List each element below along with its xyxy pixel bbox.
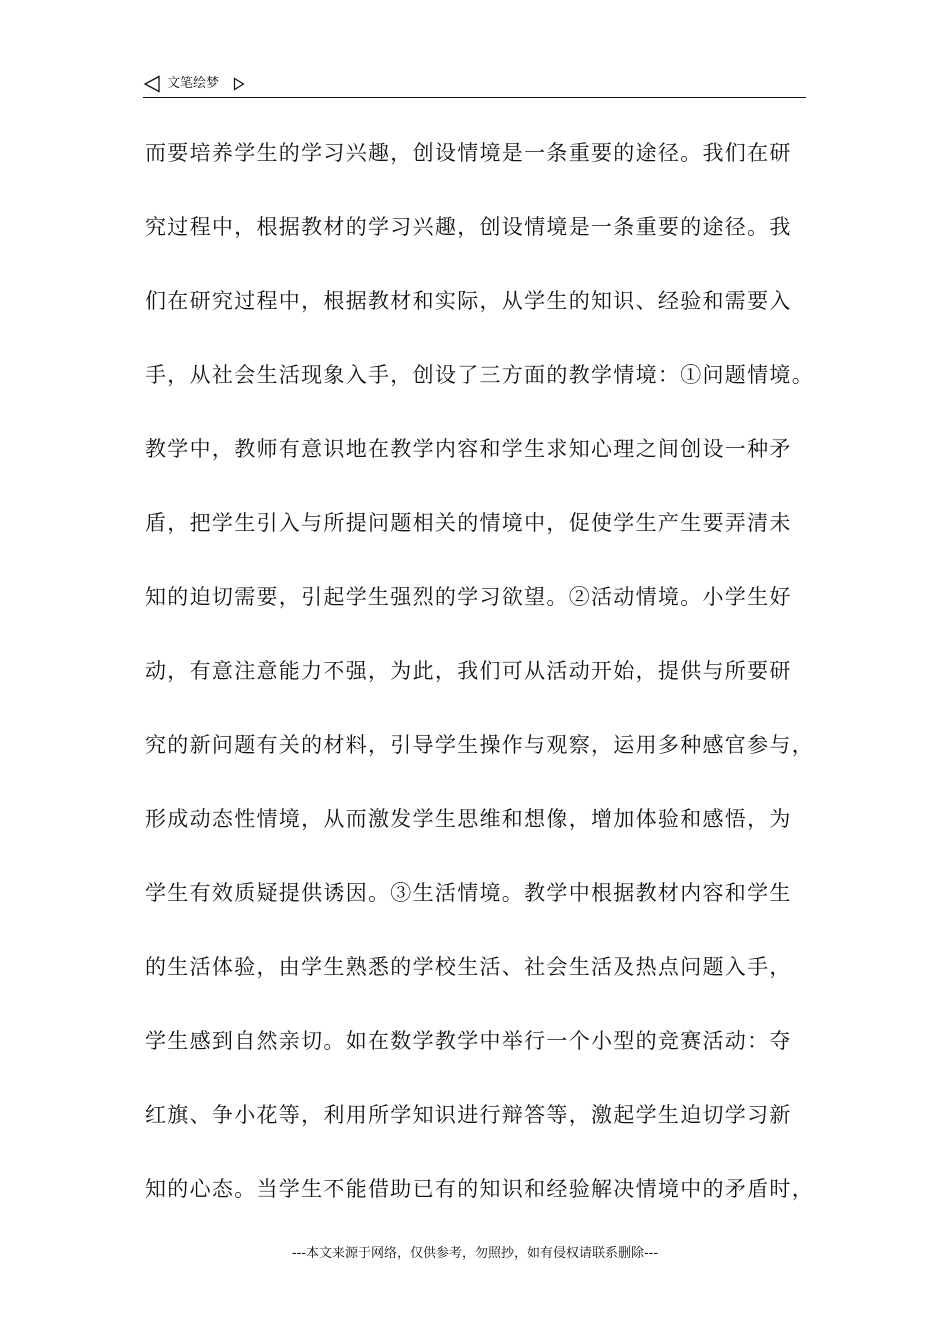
text-line: 究的新问题有关的材料，引导学生操作与观察，运用多种感官参与， [145, 733, 814, 757]
text-line: 们在研究过程中，根据教材和实际，从学生的知识、经验和需要入 [145, 289, 792, 313]
header-divider [143, 97, 806, 98]
page-header [143, 72, 806, 98]
text-line: 究过程中，根据教材的学习兴趣，创设情境是一条重要的途径。我 [145, 215, 792, 239]
header-title: 文笔绘梦 [167, 76, 220, 91]
text-line: 的生活体验，由学生熟悉的学校生活、社会生活及热点问题入手， [145, 955, 792, 979]
text-line: 知的迫切需要，引起学生强烈的学习欲望。②活动情境。小学生好 [145, 585, 792, 609]
text-line: 动，有意注意能力不强，为此，我们可从活动开始，提供与所要研 [145, 659, 792, 683]
text-line: 手，从社会生活现象入手，创设了三方面的教学情境：①问题情境。 [145, 363, 814, 387]
text-line: 知的心态。当学生不能借助已有的知识和经验解决情境中的矛盾时， [145, 1177, 814, 1201]
text-line: 教学中，教师有意识地在教学内容和学生求知心理之间创设一种矛 [145, 437, 792, 461]
triangle-right-icon [233, 76, 245, 90]
text-line: 学生有效质疑提供诱因。③生活情境。教学中根据教材内容和学生 [145, 881, 792, 905]
page-footer: ---本文来源于网络，仅供参考，勿照抄，如有侵权请联系删除--- [291, 1246, 659, 1261]
text-line: 红旗、争小花等，利用所学知识进行辩答等，激起学生迫切学习新 [145, 1103, 792, 1127]
text-line: 盾，把学生引入与所提问题相关的情境中，促使学生产生要弄清未 [145, 511, 792, 535]
text-line: 而要培养学生的学习兴趣，创设情境是一条重要的途径。我们在研 [145, 141, 792, 165]
text-line: 学生感到自然亲切。如在数学教学中举行一个小型的竞赛活动：夺 [145, 1029, 792, 1053]
body-text [145, 128, 817, 1238]
triangle-left-icon [143, 75, 161, 93]
text-line: 形成动态性情境，从而激发学生思维和想像，增加体验和感悟，为 [145, 807, 792, 831]
